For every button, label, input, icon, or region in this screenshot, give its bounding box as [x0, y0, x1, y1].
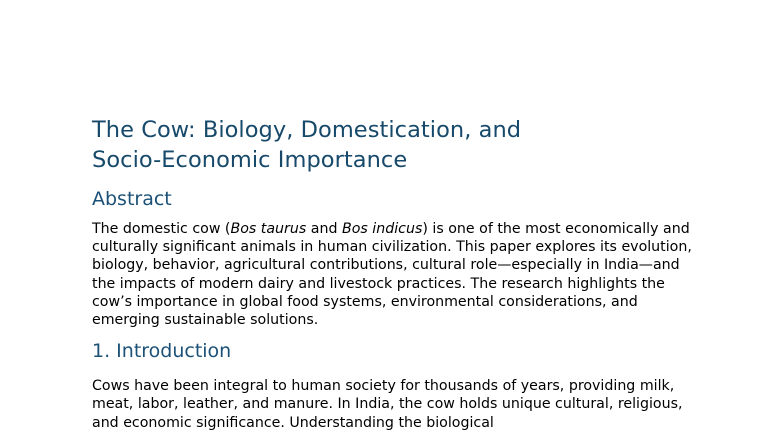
abstract-heading: Abstract [92, 188, 172, 210]
document-title-line-2: Socio-Economic Importance [92, 146, 408, 173]
abstract-paragraph [92, 220, 702, 329]
document-title-line-1: The Cow: Biology, Domestication, and [92, 117, 522, 143]
species-name-bos-taurus: Bos taurus [230, 221, 307, 237]
introduction-paragraph: Cows have been integral to human society for thousands of years, providing milk, meat, labor, leather, and manure. In India, the cow holds unique cultural, religious, and economic significance. Understanding the biological [92, 378, 683, 431]
abstract-text-2: and [306, 221, 342, 237]
abstract-text-1: The domestic cow ( [92, 221, 231, 237]
introduction-heading: 1. Introduction [92, 340, 232, 363]
document-title [92, 116, 702, 175]
document-content [92, 116, 702, 432]
abstract-text-3: ) is one of the most economically and culturally significant animals in human civilization. This paper explores its evolution, biology, behavior, agricultural contributions, cultural role—especially in India—and the impacts of modern dairy and livestock practices. The research highlights the cow’s importance in global food systems, environmental considerations, and emerging sustainable solutions. [92, 221, 692, 329]
species-name-bos-indicus: Bos indicus [341, 221, 423, 237]
